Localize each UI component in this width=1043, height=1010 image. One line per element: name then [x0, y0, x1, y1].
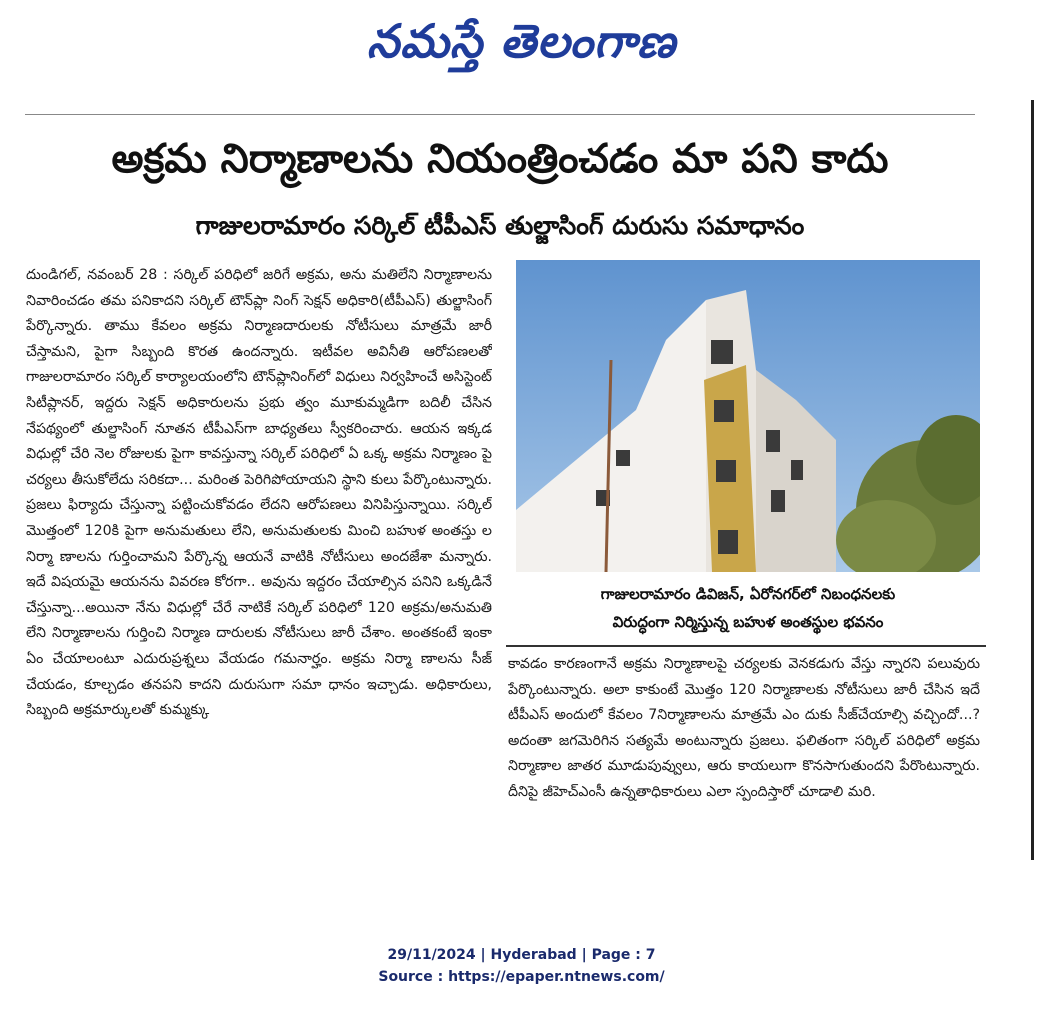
article-subheadline: గాజులరామారం సర్కిల్ టీపీఎస్ తుల్జాసింగ్ దురుసు సమాధానం [195, 211, 805, 240]
photo-caption [516, 580, 980, 640]
article-left-column [26, 263, 492, 877]
caption-divider [506, 645, 986, 647]
article-body-left: దుండిగల్, నవంబర్ 28 : సర్కిల్ పరిధిలో జరిగే అక్రమ, అను మతిలేని నిర్మాణాలను నివారించడం తమ పనికాదని సర్కిల్ టౌన్‌ప్లా నింగ్ సెక్షన్ అధికారి(టీపీఎస్) తుల్జాసింగ్ పేర్కొన్నారు. తాము కేవలం అక్రమ నిర్మాణదారులకు నోటీసులు మాత్రమే జారీ చేస్తామని, పైగా సిబ్బంది కొరత ఉందన్నారు. ఇటీవల అవినీతి ఆరోపణలతో గాజులరామారం సర్కిల్ కార్యాలయంలోని టౌన్‌ప్లానింగ్‌లో విధులు నిర్వహించే అసిస్టెంట్ సిటీప్లానర్, ఇద్దరు సెక్షన్ అధికారులను ప్రభు త్వం మూకుమ్మడిగా బదిలీ చేసిన నేపథ్యంలో తుల్జాసింగ్ నూతన టీపీఎస్‌గా బాధ్యతలు స్వీకరించారు. ఆయన ఇక్కడ విధుల్లో చేరి నెల రోజులకు పైగా కావస్తున్నా సర్కిల్ పరిధిలో ఏ ఒక్క అక్రమ నిర్మాణం పై చర్యలు తీసుకోలేదు సరికదా... మరింత పెరిగిపోయాయని స్థాని కులు పేర్కొంటున్నారు. ప్రజలు ఫిర్యాదు చేస్తున్నా పట్టించుకోవడం లేదని ఆరోపణలు వినిపిస్తున్నాయి. సర్కిల్ మొత్తంలో 120కి పైగా అనుమతులు లేని, అనుమతులకు మించి బహుళ అంతస్తు ల నిర్మా ణాలను గుర్తించామని పేర్కొన్న ఆయనే వాటికి నోటీసులు అందజేశా మన్నారు. ఇదే విషయమై ఆయనను వివరణ కోరగా.. అవును ఇద్దరం చేయాల్సిన పనిని ఒక్కడినే చేస్తున్నా...అయినా నేను విధుల్లో చేరే నాటికే సర్కిల్ పరిధిలో 120 అక్రమ/అనుమతి లేని నిర్మాణాలను గుర్తించి నిర్మాణ దారులకు నోటీసులు జారీ చేశాం. అంతకంటే ఇంకా ఏం చేయాలంటూ ఎదురుప్రశ్నలు వేయడం గమనార్హం. అక్రమ నిర్మా ణాలను సీజ్ చేయడం, కూల్చడం తనపని కాదని దురుసుగా సమా ధానం ఇచ్చాడు. అధికారులు, సిబ్బంది అక్రమార్కులతో కుమ్మక్కు [26, 267, 492, 719]
building-photo [516, 260, 980, 572]
masthead-divider [25, 114, 975, 115]
page-edge-rule [1031, 100, 1034, 860]
article-right-column [508, 652, 980, 878]
footer-source-link[interactable]: Source : https://epaper.ntnews.com/ [378, 969, 665, 985]
article-body-right: కావడం కారణంగానే అక్రమ నిర్మాణాలపై చర్యలకు వెనకడుగు వేస్తు న్నారని పలువురు పేర్కొంటున్నారు. అలా కాకుంటే మొత్తం 120 నిర్మాణాలకు నోటీసులు జారీ చేసిన ఇదే టీపీఎస్ అందులో కేవలం 7నిర్మాణాలను మాత్రమే ఎం దుకు సీజ్‌చేయాల్సి వచ్చిందో...? అదంతా జగమెరిగిన సత్యమే అంటున్నారు ప్రజలు. ఫలితంగా సర్కిల్ పరిధిలో అక్రమ నిర్మాణాల జాతర మూడుపువ్వులు, ఆరు కాయలుగా కొనసాగుతుందని పేరొంటున్నారు. దీనిపై జీహెచ్‌ఎంసీ ఉన్నతాధికారులు ఎలా స్పందిస్తారో చూడాలి మరి. [508, 656, 980, 800]
article-headline: అక్రమ నిర్మాణాలను నియంత్రించడం మా పని కాదు [111, 136, 889, 182]
page-footer [0, 944, 1043, 988]
newspaper-masthead: నమస్తే తెలంగాణ [366, 14, 677, 68]
photo-caption-line-2: విరుద్ధంగా నిర్మిస్తున్న బహుళ అంతస్థుల భవనం [612, 613, 884, 631]
footer-date-line: 29/11/2024 | Hyderabad | Page : 7 [387, 947, 656, 963]
photo-caption-line-1: గాజులరామారం డివిజన్, ఏరోనగర్‌లో నిబంధనలకు [600, 585, 896, 603]
